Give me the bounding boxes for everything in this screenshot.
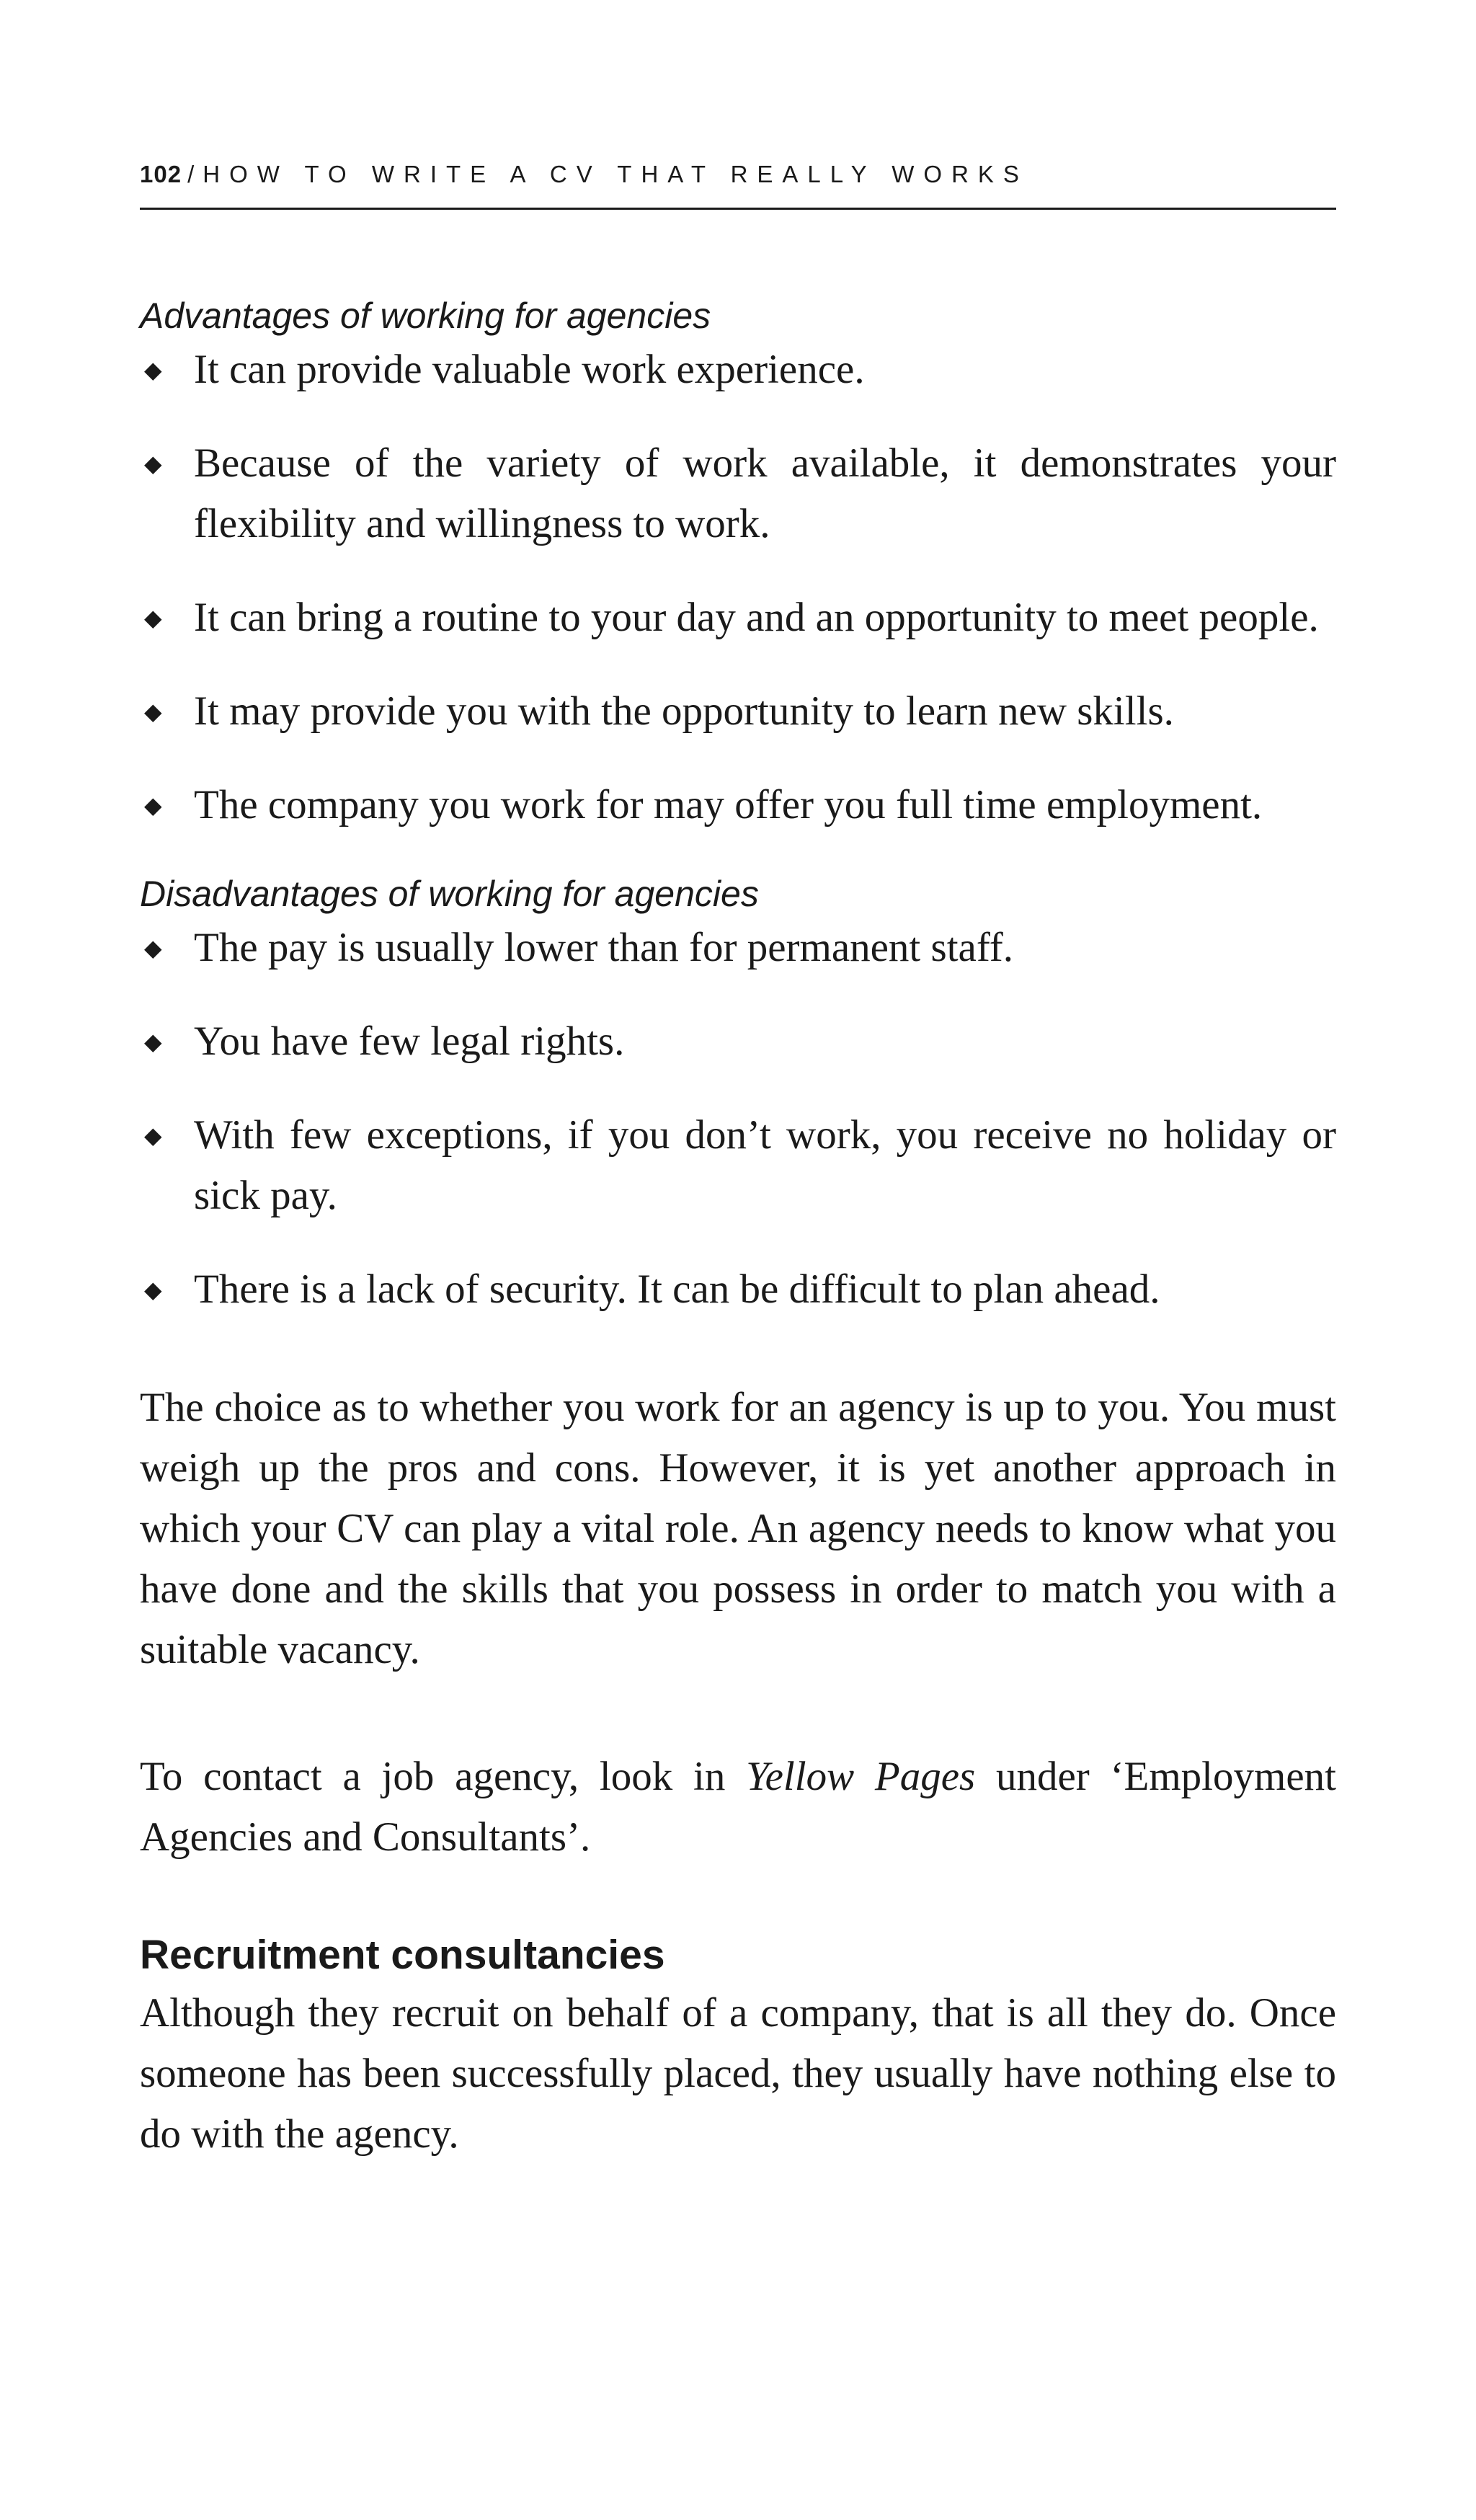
page-number: 102 — [140, 161, 182, 187]
running-header — [140, 160, 1336, 189]
list-item — [140, 918, 1336, 978]
list-item-text: With few exceptions, if you don’t work, you receive no holiday or sick pay. — [194, 1112, 1336, 1218]
disadvantages-list — [140, 918, 1336, 1320]
list-item-text: You have few legal rights. — [194, 1019, 625, 1064]
list-item-text: Because of the variety of work available, it demonstrates your flexibility and willingness to work. — [194, 440, 1336, 546]
diamond-bullet-icon: ◆ — [144, 1029, 162, 1055]
list-item — [140, 775, 1336, 835]
list-item-text: The pay is usually lower than for permanent staff. — [194, 925, 1014, 970]
advantages-list — [140, 340, 1336, 835]
list-item — [140, 340, 1336, 400]
disadvantages-heading: Disadvantages of working for agencies — [140, 874, 759, 914]
contact-text-start: To contact a job agency, look in — [140, 1754, 747, 1799]
list-item-text: It may provide you with the opportunity to learn new skills. — [194, 688, 1174, 734]
diamond-bullet-icon: ◆ — [144, 935, 162, 961]
list-item-text: It can bring a routine to your day and an opportunity to meet people. — [194, 595, 1319, 640]
choice-paragraph: The choice as to whether you work for an agency is up to you. You must weigh up the pros and cons. However, it is yet another approach in which your CV can play a vital role. An agency needs to know what you have done and the skills that you possess in order to match you with a suitable vacancy. — [140, 1385, 1336, 1672]
list-item — [140, 681, 1336, 742]
advantages-heading: Advantages of working for agencies — [140, 296, 711, 336]
diamond-bullet-icon: ◆ — [144, 1122, 162, 1148]
diamond-bullet-icon: ◆ — [144, 698, 162, 724]
list-item — [140, 1259, 1336, 1320]
yellow-pages-title: Yellow Pages — [746, 1754, 976, 1799]
contact-paragraph — [140, 1747, 1336, 1868]
recruitment-paragraph: Although they recruit on behalf of a company, that is all they do. Once someone has been successfully placed, they usually have nothing else to do with the agency. — [140, 1990, 1336, 2157]
list-item — [140, 587, 1336, 648]
header-rule — [140, 208, 1336, 210]
recruitment-heading: Recruitment consultancies — [140, 1932, 665, 1978]
page-content — [140, 292, 1336, 2165]
list-item — [140, 1105, 1336, 1226]
list-item-text: The company you work for may offer you full time employment. — [194, 782, 1263, 828]
running-title: HOW TO WRITE A CV THAT REALLY WORKS — [203, 161, 1028, 187]
diamond-bullet-icon: ◆ — [144, 792, 162, 818]
list-item — [140, 1011, 1336, 1072]
list-item-text: There is a lack of security. It can be difficult to plan ahead. — [194, 1266, 1160, 1312]
diamond-bullet-icon: ◆ — [144, 451, 162, 476]
diamond-bullet-icon: ◆ — [144, 1277, 162, 1303]
diamond-bullet-icon: ◆ — [144, 605, 162, 631]
diamond-bullet-icon: ◆ — [144, 357, 162, 383]
list-item-text: It can provide valuable work experience. — [194, 347, 865, 392]
header-separator: / — [187, 161, 199, 187]
list-item — [140, 433, 1336, 554]
contact-text-end: under ‘Employment Agencies and Consultants’. — [140, 1754, 1336, 1860]
